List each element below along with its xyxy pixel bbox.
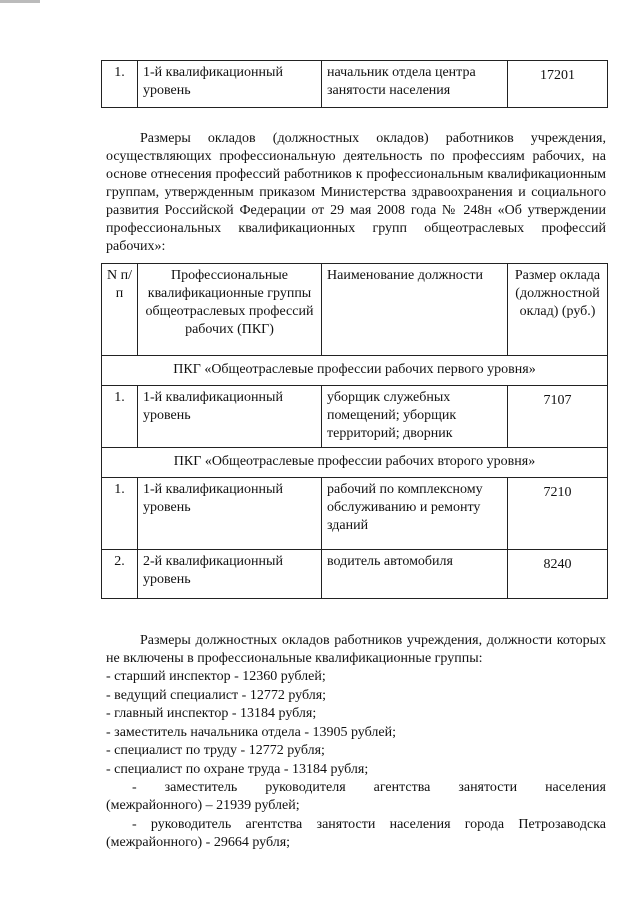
- list-item: - заместитель начальника отдела - 13905 рублей;: [106, 724, 396, 740]
- salary-value: 7107: [508, 386, 608, 448]
- header-number: N п/п: [102, 264, 138, 356]
- header-group: Профессиональные квалификационные группы общеотраслевых профессий рабочих (ПКГ): [138, 264, 322, 356]
- header-salary: Размер оклада (должностной оклад) (руб.): [508, 264, 608, 356]
- director-item-line-1: - руководитель агентства занятости населения города Петрозаводска: [132, 817, 606, 832]
- list-item: - специалист по труду - 12772 рубля;: [106, 743, 325, 758]
- position-name: начальник отдела центра занятости населения: [322, 61, 508, 108]
- table-header-row: [102, 264, 608, 356]
- list-item: - специалист по охране труда - 13184 рубля;: [106, 761, 369, 777]
- row-number: 1.: [102, 61, 138, 108]
- group-title-row: [102, 448, 608, 478]
- deputy-item: [106, 779, 606, 815]
- qualification-level: 1-й квалификационный уровень: [138, 61, 322, 108]
- header-position: Наименование должности: [322, 264, 508, 356]
- list-item: - главный инспектор - 13184 рубля;: [106, 706, 317, 721]
- salary-value: 7210: [508, 478, 608, 550]
- group-title-row: [102, 356, 608, 386]
- position-name: водитель автомобиля: [322, 550, 508, 599]
- director-item: [106, 816, 606, 852]
- row-number: 1.: [102, 478, 138, 550]
- top-table-fragment: [101, 60, 608, 108]
- salary-list: [106, 668, 606, 779]
- qualification-level: 1-й квалификационный уровень: [138, 386, 322, 448]
- table-row: [102, 386, 608, 448]
- qualification-level: 1-й квалификационный уровень: [138, 478, 322, 550]
- director-item-line-2: (межрайонного) - 29664 рубля;: [106, 835, 291, 850]
- list-item: - ведущий специалист - 12772 рубля;: [106, 687, 327, 703]
- row-number: 1.: [102, 386, 138, 448]
- scan-mark: [0, 0, 40, 3]
- deputy-item-line-2: (межрайонного) – 21939 рублей;: [106, 798, 300, 813]
- second-paragraph: Размеры должностных окладов работников учреждения, должности которых не включены в профессиональные квалификационные группы:: [106, 633, 606, 666]
- table-row: [102, 550, 608, 599]
- table-row: [102, 61, 608, 108]
- list-item: - старший инспектор - 12360 рублей;: [106, 669, 326, 684]
- position-name: рабочий по комплексному обслуживанию и ремонту зданий: [322, 478, 508, 550]
- qualification-level: 2-й квалификационный уровень: [138, 550, 322, 599]
- salary-value: 8240: [508, 550, 608, 599]
- salary-table: [101, 263, 608, 599]
- salary-value: 17201: [508, 61, 608, 108]
- intro-paragraph: Размеры окладов (должностных окладов) работников учреждения, осуществляющих профессиональную деятельность по профессиям рабочих, на основе отнесения профессий работников к профессиональным квалификационным группам, утвержденным приказом Министерства здравоохранения и социального развития Российской Федерации от 29 мая 2008 года № 248н «Об утверждении профессиональных квалификационных групп общеотраслевых профессий рабочих»:: [106, 131, 606, 254]
- group-title: ПКГ «Общеотраслевые профессии рабочих первого уровня»: [102, 356, 608, 386]
- row-number: 2.: [102, 550, 138, 599]
- table-row: [102, 478, 608, 550]
- group-title: ПКГ «Общеотраслевые профессии рабочих второго уровня»: [102, 448, 608, 478]
- deputy-item-line-1: - заместитель руководителя агентства занятости населения: [132, 780, 606, 795]
- position-name: уборщик служебных помещений; уборщик территорий; дворник: [322, 386, 508, 448]
